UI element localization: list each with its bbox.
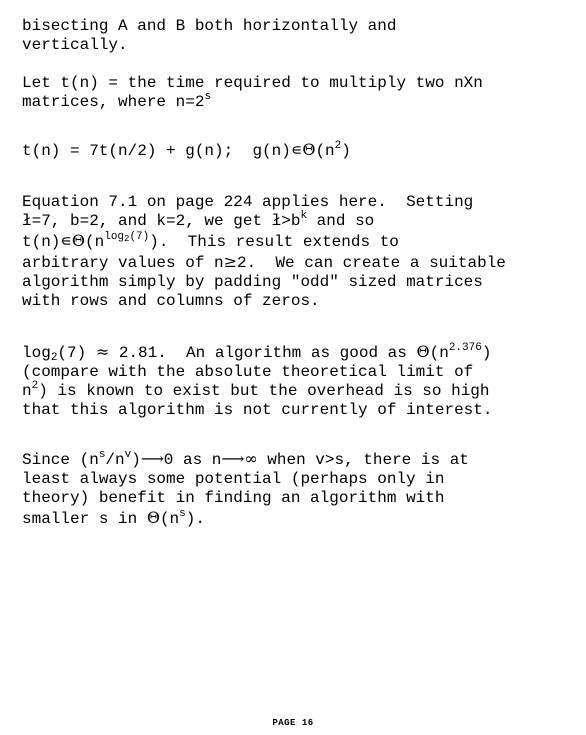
text-line: ). This result extends to [149,233,399,251]
paragraph-since [22,449,469,529]
superscript: 2 [334,140,342,152]
text-line: Since (n [22,451,99,469]
text-line: and so [307,212,375,230]
greater-equal-symbol: ≥ [223,252,238,271]
equation-text: t(n) = 7t(n/2) + g(n); g(n) [22,142,291,160]
superscript: k [300,210,308,222]
equation-text: (n [315,142,335,160]
equation-text: ) [341,142,351,160]
paragraph-equation-7-1 [22,193,506,311]
text-line: arbitrary values of n [22,254,224,272]
paragraph-log-estimate [22,342,492,420]
superscript-text: log [104,231,125,243]
superscript: s [179,508,186,520]
text-line: algorithm simply by padding "odd" sized matrices [22,273,483,291]
superscript: 2 [31,380,39,392]
text-line: vertically. [22,36,128,54]
recurrence-equation [22,140,351,161]
text-line: ł=7, b=2, and k=2, we get ł>b [22,212,301,230]
text-line: (7) [57,344,96,362]
element-of-symbol: ∊ [60,231,72,250]
approx-symbol: ≈ [95,342,110,361]
theta-symbol: Θ [146,508,160,527]
text-line: with rows and columns of zeros. [22,292,320,310]
text-line: (n [429,344,449,362]
text-line: t(n) [22,233,61,251]
text-line: smaller s in [22,510,147,528]
text-line: (compare with the absolute theoretical limit of [22,363,474,381]
arrow-symbol: ⟶ [221,449,245,468]
text-line: 0 as n [163,451,222,469]
text-line: log [22,344,51,362]
text-line: matrices, where n=2 [22,93,205,111]
superscript: 2.376 [448,342,482,354]
subscript: 2 [50,352,58,364]
text-line: Equation 7.1 on page 224 applies here. Setting [22,193,474,211]
theta-symbol: Θ [71,231,86,250]
page-number-footer: PAGE 16 [272,718,314,728]
text-line: that this algorithm is not currently of interest. [22,401,493,419]
text-line: ) is known to exist but the overhead is so high [38,382,490,400]
text-line: ) [481,344,492,362]
element-of-symbol: ∊ [290,140,303,159]
text-line: ) [131,451,141,469]
infinity-symbol: ∞ [244,449,258,468]
text-line: (n [85,233,105,251]
text-line: 2.81. An algorithm as good as [109,344,417,362]
superscript [104,231,149,243]
theta-symbol: Θ [302,140,316,159]
text-line: Let t(n) = the time required to multiply two nXn [22,74,483,92]
superscript-text: (7) [129,231,150,243]
text-line: 2. We can create a suitable [237,254,506,272]
paragraph-bisecting [22,17,396,55]
subscript: 2 [124,234,130,244]
text-line: /n [105,451,125,469]
text-line: ). [185,510,205,528]
text-line: bisecting A and B both horizontally and [22,17,397,35]
superscript: s [204,91,212,103]
text-line: least always some potential (perhaps only in [22,470,445,488]
paragraph-definition [22,74,483,112]
superscript: s [98,449,106,461]
arrow-symbol: ⟶ [140,449,164,468]
text-line: n [22,382,32,400]
theta-symbol: Θ [416,342,430,361]
text-line: when v>s, there is at [257,451,469,469]
text-line: (n [159,510,180,528]
superscript: v [124,449,132,461]
text-line: theory) benefit in finding an algorithm with [22,489,445,507]
